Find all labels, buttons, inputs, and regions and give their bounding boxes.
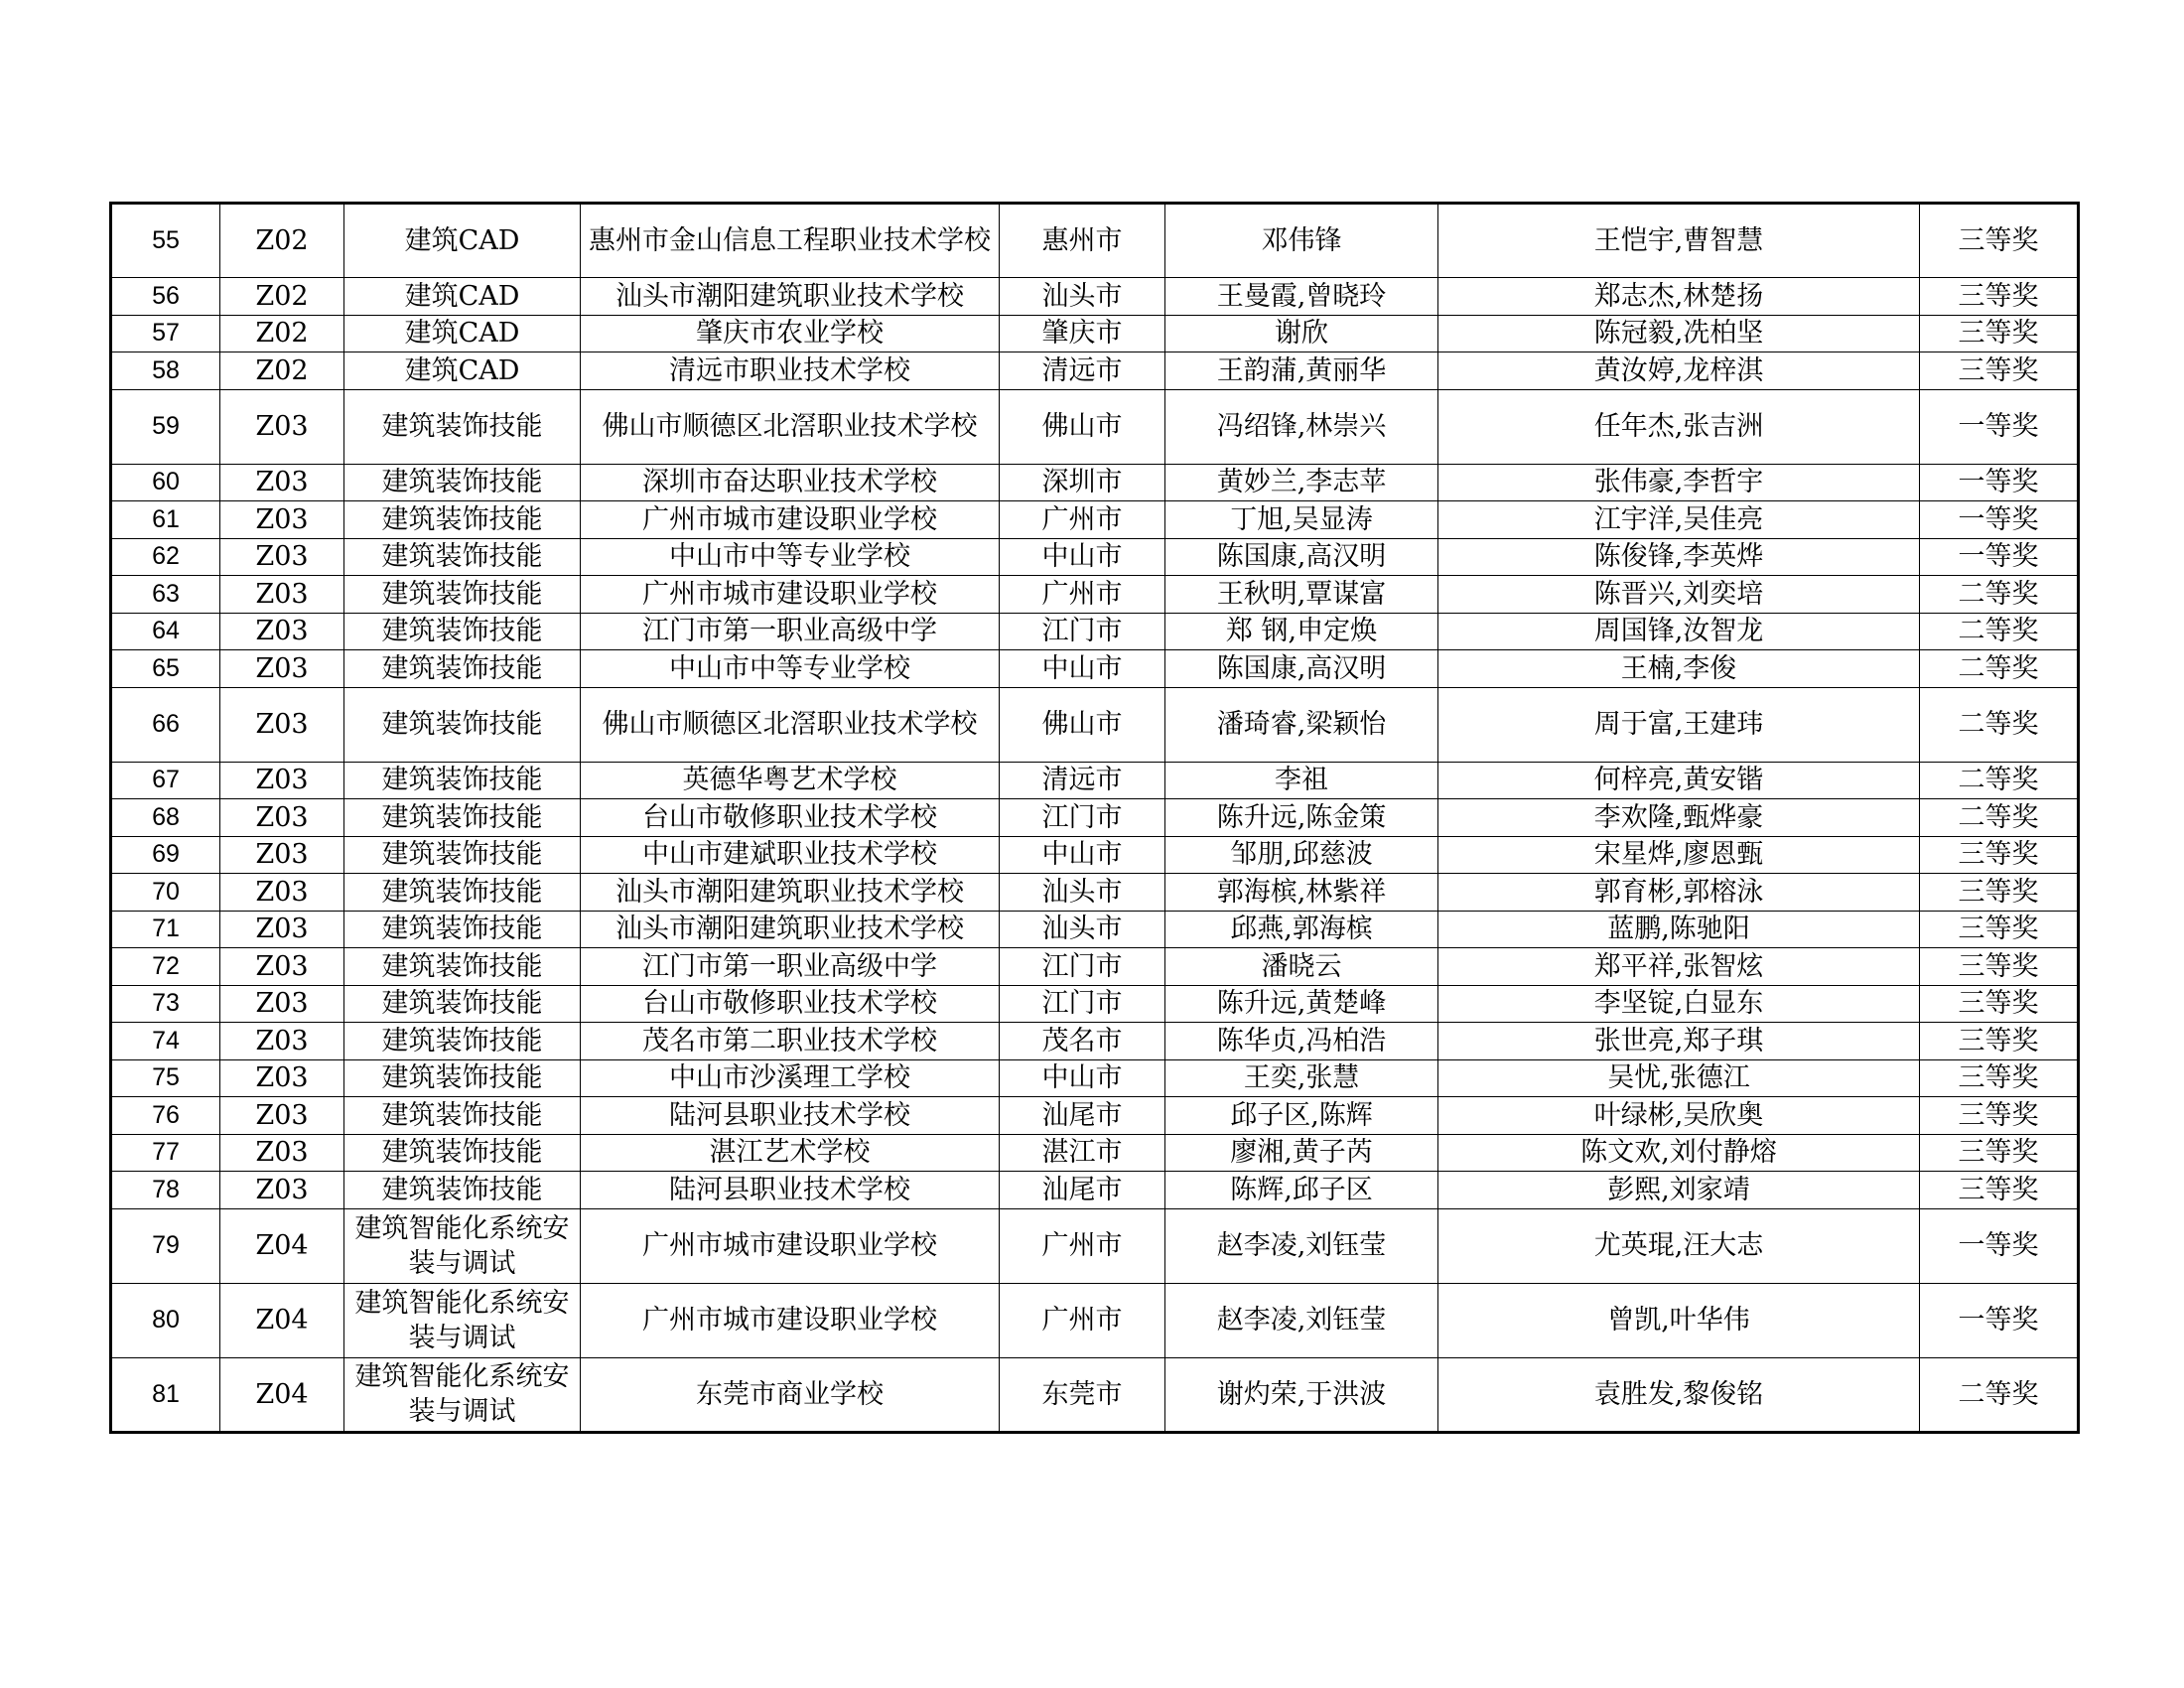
table-body <box>111 204 2079 1433</box>
cell-number: 66 <box>111 687 220 762</box>
cell-school: 茂名市第二职业技术学校 <box>581 1023 1000 1060</box>
cell-students: 何梓亮,黄安锴 <box>1438 762 1920 799</box>
cell-city: 茂名市 <box>1000 1023 1165 1060</box>
cell-event-name: 建筑装饰技能 <box>344 985 581 1023</box>
cell-students: 陈俊锋,李英烨 <box>1438 538 1920 576</box>
cell-award: 一等奖 <box>1920 501 2079 539</box>
cell-number: 74 <box>111 1023 220 1060</box>
table-row <box>111 836 2079 874</box>
cell-teacher: 邱燕,郭海槟 <box>1165 911 1438 948</box>
cell-event-name: 建筑装饰技能 <box>344 762 581 799</box>
cell-city: 中山市 <box>1000 538 1165 576</box>
cell-event-code: Z03 <box>220 1059 344 1097</box>
table-row <box>111 352 2079 390</box>
cell-teacher: 冯绍锋,林崇兴 <box>1165 389 1438 464</box>
cell-number: 62 <box>111 538 220 576</box>
cell-teacher: 王秋明,覃谋富 <box>1165 576 1438 614</box>
cell-number: 77 <box>111 1134 220 1172</box>
award-results-table <box>109 202 2080 1434</box>
cell-students: 曾凯,叶华伟 <box>1438 1283 1920 1357</box>
cell-event-name: 建筑装饰技能 <box>344 948 581 986</box>
cell-event-name: 建筑装饰技能 <box>344 911 581 948</box>
cell-event-code: Z03 <box>220 1097 344 1135</box>
cell-number: 78 <box>111 1172 220 1209</box>
table-row <box>111 985 2079 1023</box>
cell-number: 73 <box>111 985 220 1023</box>
cell-students: 彭熙,刘家靖 <box>1438 1172 1920 1209</box>
cell-number: 68 <box>111 799 220 837</box>
cell-event-name: 建筑装饰技能 <box>344 799 581 837</box>
table-row <box>111 948 2079 986</box>
cell-award: 三等奖 <box>1920 985 2079 1023</box>
table-row <box>111 538 2079 576</box>
cell-award: 二等奖 <box>1920 576 2079 614</box>
cell-award: 二等奖 <box>1920 762 2079 799</box>
cell-event-name: 建筑装饰技能 <box>344 464 581 501</box>
cell-event-code: Z03 <box>220 501 344 539</box>
cell-award: 三等奖 <box>1920 1172 2079 1209</box>
cell-event-name: 建筑装饰技能 <box>344 576 581 614</box>
cell-number: 67 <box>111 762 220 799</box>
cell-teacher: 邓伟锋 <box>1165 204 1438 278</box>
cell-event-name: 建筑智能化系统安装与调试 <box>344 1283 581 1357</box>
table-row <box>111 650 2079 688</box>
cell-event-code: Z02 <box>220 352 344 390</box>
cell-school: 深圳市奋达职业技术学校 <box>581 464 1000 501</box>
cell-school: 佛山市顺德区北滘职业技术学校 <box>581 687 1000 762</box>
cell-event-code: Z03 <box>220 985 344 1023</box>
cell-award: 三等奖 <box>1920 874 2079 912</box>
cell-school: 广州市城市建设职业学校 <box>581 576 1000 614</box>
cell-award: 一等奖 <box>1920 538 2079 576</box>
cell-event-code: Z03 <box>220 1134 344 1172</box>
table-row <box>111 315 2079 352</box>
cell-teacher: 谢灼荣,于洪波 <box>1165 1357 1438 1432</box>
cell-award: 一等奖 <box>1920 1283 2079 1357</box>
cell-school: 汕头市潮阳建筑职业技术学校 <box>581 874 1000 912</box>
cell-school: 中山市中等专业学校 <box>581 650 1000 688</box>
cell-school: 江门市第一职业高级中学 <box>581 613 1000 650</box>
table-row <box>111 389 2079 464</box>
cell-city: 汕尾市 <box>1000 1172 1165 1209</box>
table-row <box>111 1059 2079 1097</box>
cell-award: 一等奖 <box>1920 389 2079 464</box>
cell-city: 广州市 <box>1000 576 1165 614</box>
cell-city: 广州市 <box>1000 501 1165 539</box>
cell-event-code: Z03 <box>220 389 344 464</box>
cell-city: 东莞市 <box>1000 1357 1165 1432</box>
table-row <box>111 1097 2079 1135</box>
cell-students: 郑平祥,张智炫 <box>1438 948 1920 986</box>
cell-award: 三等奖 <box>1920 1023 2079 1060</box>
cell-event-code: Z03 <box>220 687 344 762</box>
cell-award: 三等奖 <box>1920 1059 2079 1097</box>
cell-city: 惠州市 <box>1000 204 1165 278</box>
cell-number: 59 <box>111 389 220 464</box>
cell-city: 中山市 <box>1000 650 1165 688</box>
cell-number: 58 <box>111 352 220 390</box>
cell-city: 深圳市 <box>1000 464 1165 501</box>
cell-number: 60 <box>111 464 220 501</box>
cell-teacher: 丁旭,吴显涛 <box>1165 501 1438 539</box>
table-row <box>111 1023 2079 1060</box>
cell-teacher: 邱子区,陈辉 <box>1165 1097 1438 1135</box>
cell-school: 陆河县职业技术学校 <box>581 1172 1000 1209</box>
cell-event-name: 建筑CAD <box>344 204 581 278</box>
cell-students: 袁胜发,黎俊铭 <box>1438 1357 1920 1432</box>
cell-award: 三等奖 <box>1920 315 2079 352</box>
cell-city: 清远市 <box>1000 352 1165 390</box>
cell-city: 汕头市 <box>1000 874 1165 912</box>
cell-event-code: Z03 <box>220 911 344 948</box>
cell-students: 李坚锭,白显东 <box>1438 985 1920 1023</box>
cell-city: 肇庆市 <box>1000 315 1165 352</box>
cell-teacher: 廖湘,黄子芮 <box>1165 1134 1438 1172</box>
cell-teacher: 郑 钢,申定焕 <box>1165 613 1438 650</box>
cell-city: 中山市 <box>1000 836 1165 874</box>
table-row <box>111 1172 2079 1209</box>
cell-school: 中山市沙溪理工学校 <box>581 1059 1000 1097</box>
table-row <box>111 799 2079 837</box>
cell-students: 张伟豪,李哲宇 <box>1438 464 1920 501</box>
cell-students: 王恺宇,曹智慧 <box>1438 204 1920 278</box>
cell-students: 尤英琨,汪大志 <box>1438 1208 1920 1283</box>
cell-school: 中山市中等专业学校 <box>581 538 1000 576</box>
cell-teacher: 陈华贞,冯柏浩 <box>1165 1023 1438 1060</box>
cell-event-code: Z03 <box>220 874 344 912</box>
cell-city: 汕头市 <box>1000 911 1165 948</box>
cell-event-code: Z03 <box>220 650 344 688</box>
cell-city: 清远市 <box>1000 762 1165 799</box>
cell-teacher: 赵李凌,刘钰莹 <box>1165 1208 1438 1283</box>
cell-event-name: 建筑装饰技能 <box>344 613 581 650</box>
cell-teacher: 潘晓云 <box>1165 948 1438 986</box>
cell-event-name: 建筑装饰技能 <box>344 538 581 576</box>
cell-event-name: 建筑智能化系统安装与调试 <box>344 1208 581 1283</box>
cell-number: 71 <box>111 911 220 948</box>
cell-city: 广州市 <box>1000 1283 1165 1357</box>
cell-teacher: 李祖 <box>1165 762 1438 799</box>
cell-city: 汕尾市 <box>1000 1097 1165 1135</box>
table-row <box>111 687 2079 762</box>
table-row <box>111 464 2079 501</box>
cell-city: 江门市 <box>1000 948 1165 986</box>
cell-award: 三等奖 <box>1920 1097 2079 1135</box>
cell-school: 江门市第一职业高级中学 <box>581 948 1000 986</box>
cell-city: 广州市 <box>1000 1208 1165 1283</box>
cell-teacher: 陈国康,高汉明 <box>1165 538 1438 576</box>
cell-number: 64 <box>111 613 220 650</box>
table-row <box>111 874 2079 912</box>
cell-event-code: Z04 <box>220 1208 344 1283</box>
cell-school: 湛江艺术学校 <box>581 1134 1000 1172</box>
cell-award: 一等奖 <box>1920 1208 2079 1283</box>
cell-city: 佛山市 <box>1000 389 1165 464</box>
cell-students: 黄汝婷,龙梓淇 <box>1438 352 1920 390</box>
cell-number: 76 <box>111 1097 220 1135</box>
cell-teacher: 郭海槟,林紫祥 <box>1165 874 1438 912</box>
cell-award: 二等奖 <box>1920 650 2079 688</box>
cell-students: 吴忧,张德江 <box>1438 1059 1920 1097</box>
cell-event-name: 建筑CAD <box>344 352 581 390</box>
cell-event-code: Z04 <box>220 1283 344 1357</box>
cell-number: 72 <box>111 948 220 986</box>
cell-teacher: 陈升远,陈金策 <box>1165 799 1438 837</box>
cell-students: 周于富,王建玮 <box>1438 687 1920 762</box>
cell-event-name: 建筑装饰技能 <box>344 1172 581 1209</box>
cell-school: 东莞市商业学校 <box>581 1357 1000 1432</box>
cell-event-code: Z02 <box>220 204 344 278</box>
table-row <box>111 501 2079 539</box>
cell-students: 陈晋兴,刘奕培 <box>1438 576 1920 614</box>
cell-students: 蓝鹏,陈驰阳 <box>1438 911 1920 948</box>
cell-school: 汕头市潮阳建筑职业技术学校 <box>581 278 1000 316</box>
cell-students: 陈冠毅,冼柏坚 <box>1438 315 1920 352</box>
cell-event-code: Z03 <box>220 799 344 837</box>
cell-event-name: 建筑CAD <box>344 315 581 352</box>
cell-students: 郭育彬,郭榕泳 <box>1438 874 1920 912</box>
cell-school: 台山市敬修职业技术学校 <box>581 799 1000 837</box>
table-row <box>111 1134 2079 1172</box>
cell-students: 宋星烨,廖恩甄 <box>1438 836 1920 874</box>
cell-event-code: Z03 <box>220 538 344 576</box>
cell-award: 三等奖 <box>1920 278 2079 316</box>
cell-event-name: 建筑装饰技能 <box>344 1097 581 1135</box>
cell-event-name: 建筑装饰技能 <box>344 1059 581 1097</box>
cell-number: 70 <box>111 874 220 912</box>
table-row <box>111 1208 2079 1283</box>
cell-award: 二等奖 <box>1920 613 2079 650</box>
cell-teacher: 潘琦睿,梁颖怡 <box>1165 687 1438 762</box>
cell-event-code: Z03 <box>220 464 344 501</box>
cell-award: 二等奖 <box>1920 687 2079 762</box>
cell-city: 湛江市 <box>1000 1134 1165 1172</box>
cell-number: 57 <box>111 315 220 352</box>
cell-number: 65 <box>111 650 220 688</box>
cell-school: 广州市城市建设职业学校 <box>581 501 1000 539</box>
cell-event-name: 建筑装饰技能 <box>344 687 581 762</box>
cell-teacher: 邹朋,邱慈波 <box>1165 836 1438 874</box>
cell-number: 63 <box>111 576 220 614</box>
cell-teacher: 谢欣 <box>1165 315 1438 352</box>
cell-school: 惠州市金山信息工程职业技术学校 <box>581 204 1000 278</box>
table-row <box>111 762 2079 799</box>
cell-event-name: 建筑装饰技能 <box>344 501 581 539</box>
cell-school: 陆河县职业技术学校 <box>581 1097 1000 1135</box>
cell-number: 80 <box>111 1283 220 1357</box>
cell-students: 王楠,李俊 <box>1438 650 1920 688</box>
cell-school: 汕头市潮阳建筑职业技术学校 <box>581 911 1000 948</box>
cell-number: 69 <box>111 836 220 874</box>
cell-city: 佛山市 <box>1000 687 1165 762</box>
cell-students: 任年杰,张吉洲 <box>1438 389 1920 464</box>
cell-school: 佛山市顺德区北滘职业技术学校 <box>581 389 1000 464</box>
cell-event-code: Z03 <box>220 1023 344 1060</box>
cell-award: 一等奖 <box>1920 464 2079 501</box>
cell-event-name: 建筑装饰技能 <box>344 874 581 912</box>
cell-event-code: Z02 <box>220 278 344 316</box>
cell-school: 中山市建斌职业技术学校 <box>581 836 1000 874</box>
table-row <box>111 576 2079 614</box>
cell-event-name: 建筑装饰技能 <box>344 650 581 688</box>
cell-teacher: 黄妙兰,李志苹 <box>1165 464 1438 501</box>
cell-event-code: Z02 <box>220 315 344 352</box>
cell-number: 55 <box>111 204 220 278</box>
cell-school: 肇庆市农业学校 <box>581 315 1000 352</box>
cell-number: 75 <box>111 1059 220 1097</box>
table-row <box>111 1283 2079 1357</box>
cell-students: 江宇洋,吴佳亮 <box>1438 501 1920 539</box>
cell-teacher: 赵李凌,刘钰莹 <box>1165 1283 1438 1357</box>
cell-teacher: 王韵蒲,黄丽华 <box>1165 352 1438 390</box>
cell-award: 三等奖 <box>1920 836 2079 874</box>
cell-event-name: 建筑智能化系统安装与调试 <box>344 1357 581 1432</box>
cell-event-name: 建筑装饰技能 <box>344 1023 581 1060</box>
cell-school: 清远市职业技术学校 <box>581 352 1000 390</box>
cell-event-code: Z03 <box>220 613 344 650</box>
table-row <box>111 204 2079 278</box>
cell-award: 三等奖 <box>1920 1134 2079 1172</box>
cell-event-code: Z04 <box>220 1357 344 1432</box>
cell-students: 李欢隆,甄烨豪 <box>1438 799 1920 837</box>
cell-students: 叶绿彬,吴欣奥 <box>1438 1097 1920 1135</box>
cell-event-code: Z03 <box>220 762 344 799</box>
cell-event-name: 建筑装饰技能 <box>344 1134 581 1172</box>
cell-city: 江门市 <box>1000 799 1165 837</box>
cell-city: 中山市 <box>1000 1059 1165 1097</box>
cell-school: 英德华粤艺术学校 <box>581 762 1000 799</box>
cell-teacher: 王曼霞,曾晓玲 <box>1165 278 1438 316</box>
cell-award: 三等奖 <box>1920 352 2079 390</box>
cell-event-name: 建筑CAD <box>344 278 581 316</box>
table-row <box>111 1357 2079 1432</box>
cell-event-name: 建筑装饰技能 <box>344 836 581 874</box>
cell-students: 郑志杰,林楚扬 <box>1438 278 1920 316</box>
cell-students: 陈文欢,刘付静熔 <box>1438 1134 1920 1172</box>
cell-award: 二等奖 <box>1920 1357 2079 1432</box>
cell-event-code: Z03 <box>220 1172 344 1209</box>
cell-event-name: 建筑装饰技能 <box>344 389 581 464</box>
cell-students: 周国锋,汝智龙 <box>1438 613 1920 650</box>
cell-number: 61 <box>111 501 220 539</box>
cell-city: 江门市 <box>1000 985 1165 1023</box>
cell-city: 江门市 <box>1000 613 1165 650</box>
cell-award: 三等奖 <box>1920 911 2079 948</box>
cell-event-code: Z03 <box>220 836 344 874</box>
cell-number: 79 <box>111 1208 220 1283</box>
table-row <box>111 278 2079 316</box>
cell-award: 三等奖 <box>1920 948 2079 986</box>
cell-teacher: 陈辉,邱子区 <box>1165 1172 1438 1209</box>
table-row <box>111 911 2079 948</box>
cell-school: 广州市城市建设职业学校 <box>581 1208 1000 1283</box>
cell-award: 二等奖 <box>1920 799 2079 837</box>
cell-number: 81 <box>111 1357 220 1432</box>
cell-event-code: Z03 <box>220 948 344 986</box>
cell-school: 广州市城市建设职业学校 <box>581 1283 1000 1357</box>
cell-teacher: 王奕,张慧 <box>1165 1059 1438 1097</box>
cell-students: 张世亮,郑子琪 <box>1438 1023 1920 1060</box>
cell-teacher: 陈国康,高汉明 <box>1165 650 1438 688</box>
table-row <box>111 613 2079 650</box>
cell-award: 三等奖 <box>1920 204 2079 278</box>
cell-city: 汕头市 <box>1000 278 1165 316</box>
cell-school: 台山市敬修职业技术学校 <box>581 985 1000 1023</box>
cell-event-code: Z03 <box>220 576 344 614</box>
cell-number: 56 <box>111 278 220 316</box>
cell-teacher: 陈升远,黄楚峰 <box>1165 985 1438 1023</box>
